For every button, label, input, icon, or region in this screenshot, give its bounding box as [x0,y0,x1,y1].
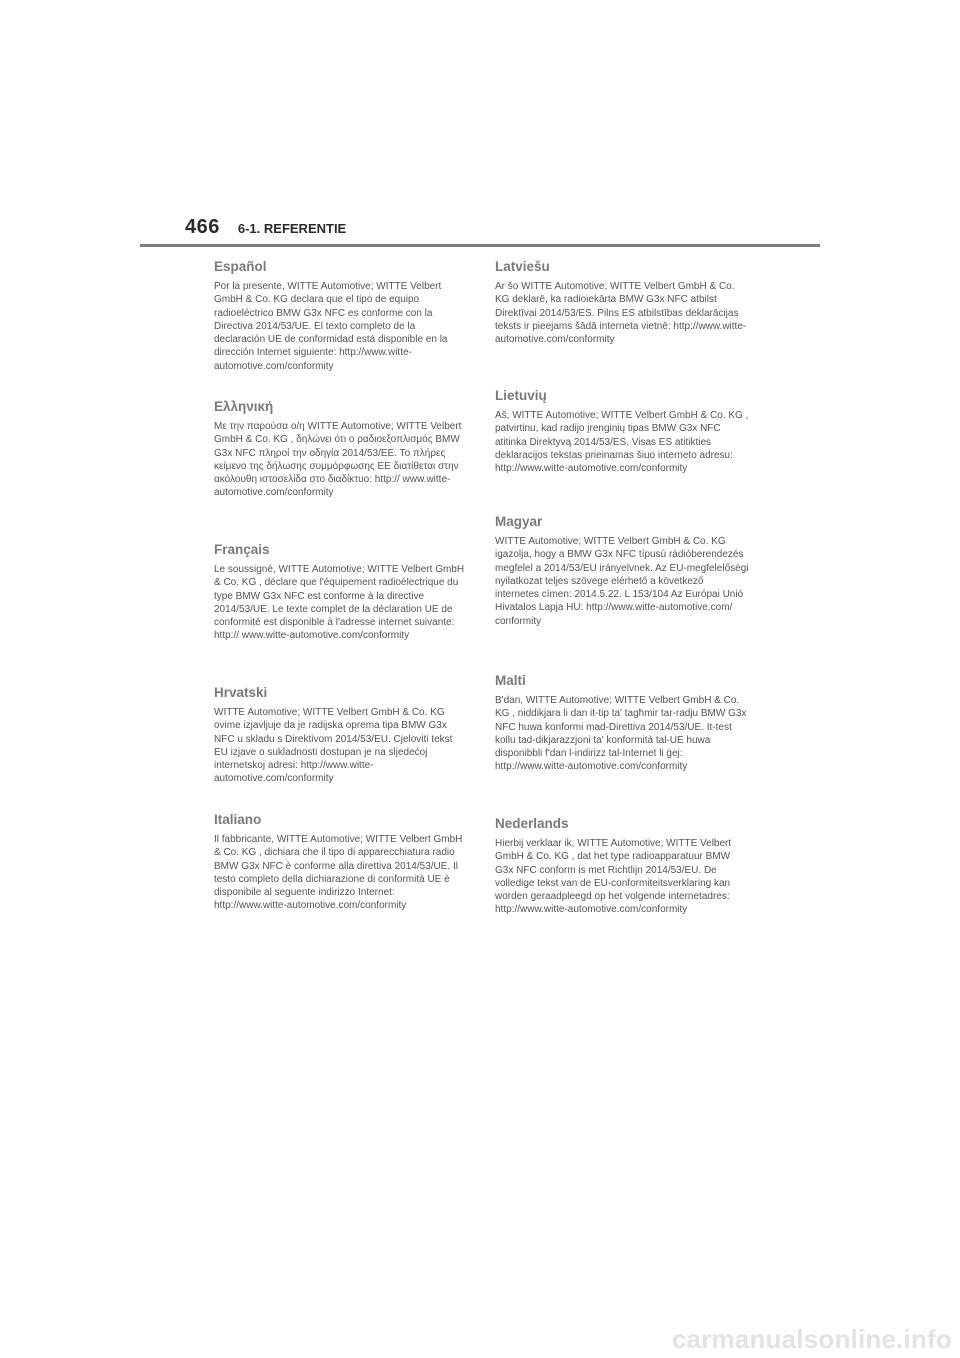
language-title: Malti [495,673,526,688]
language-text: WITTE Automotive; WITTE Velbert GmbH & Co. KG ovime izjavljuje da je radijska oprema tipa BMW G3x NFC u skladu s Direktivom 2014/53/EU. Cjeloviti tekst EU izjave o sukladnosti dostupan je na sljedećoj internetskoj adresi: http://www.witte-automotive.com/conformity [214,707,453,785]
language-text: Ar šo WITTE Automotive; WITTE Velbert GmbH & Co. KG deklarē, ka radioiekārta BMW G3x NFC atbilst Direktīvai 2014/53/ES. Pilns ES atbilstības deklarācijas teksts ir pieejams šādā interneta vietnē: http://www.witte-automotive.com/conformity [495,281,747,346]
right-column [495,258,749,917]
language-title: Ελληνική [214,399,274,414]
page-header [185,216,346,244]
language-title: Lietuvių [495,388,547,403]
page-number: 466 [185,216,220,238]
language-text: WITTE Automotive; WITTE Velbert GmbH & Co. KG igazolja, hogy a BMW G3x NFC típusú rádióberendezés megfelel a 2014/53/EU irányelvnek. Az EU-megfelelőségi nyilatkozat teljes szövege elérhető a következő internetes címen: 2014.5.22. L 153/104 Az Európai Unió Hivatalos Lapja HU: http://www.witte-automotive.com/ conformity [495,536,749,627]
language-block-lv [495,258,749,387]
language-title: Nederlands [495,816,569,831]
language-text: Por la presente, WITTE Automotive; WITTE Velbert GmbH & Co. KG declara que el tipo de equipo radioeléctrico BMW G3x NFC es conforme con la Directiva 2014/53/UE. El texto completo de la declaración UE de conformidad está disponible en la dirección Internet siguiente: http://www.witte-automotive.com/conformity [214,281,448,372]
watermark-text: carmanualsonline.info [671,1324,952,1354]
language-block-hr [214,684,468,811]
language-text: Aš, WITTE Automotive; WITTE Velbert GmbH & Co. KG , patvirtinu, kad radijo įrenginių tipas BMW G3x NFC atitinka Direktyvą 2014/53/ES. Visas ES atitikties deklaracijos tekstas prieinamas šiuo interneto adresu: http://www.witte-automotive.com/conformity [495,410,749,475]
language-text: B'dan, WITTE Automotive; WITTE Velbert GmbH & Co. KG , niddikjara li dan it-tip ta' tagħmir tar-radju BMW G3x NFC huwa konformi mad-Direttiva 2014/53/UE. It-test kollu tad-dikjarazzjoni ta' konformità tal-UE huwa disponibbli f'dan l-indirizz tal-Internet li ġej: http://www.witte-automotive.com/conformity [495,695,747,773]
language-title: Français [214,542,270,557]
language-text: Hierbij verklaar ik, WITTE Automotive; WITTE Velbert GmbH & Co. KG , dat het type radioapparatuur BMW G3x NFC conform is met Richtlijn 2014/53/EU. De volledige tekst van de EU-conformiteitsverklaring kan worden geraadpleegd op het volgende internetadres: http://www.witte-automotive.com/conformity [495,838,732,916]
language-block-es [214,258,468,398]
language-block-hu [495,513,749,672]
language-block-el [214,398,468,541]
language-title: Magyar [495,514,543,529]
language-text: Με την παρούσα ο/η WITTE Automotive; WITTE Velbert GmbH & Co. KG , δηλώνει ότι ο ραδιοεξοπλισμός BMW G3x NFC πληροί την οδηγία 2014/53/ΕΕ. Το πλήρες κείμενο της δήλωσης συμμόρφωσης ΕΕ διατίθεται στην ακόλουθη ιστοσελίδα στο διαδίκτυο: http:// www.witte-automotive.com/conformity [214,421,462,499]
language-text: Il fabbricante, WITTE Automotive; WITTE Velbert GmbH & Co. KG , dichiara che il tipo di apparecchiatura radio BMW G3x NFC è conforme alla direttiva 2014/53/UE. Il testo completo della dichiarazione di conformità UE è disponibile al seguente indirizzo Internet: http://www.witte-automotive.com/conformity [214,834,463,912]
language-text: Le soussigné, WITTE Automotive; WITTE Velbert GmbH & Co. KG , déclare que l'équipement radioélectrique du type BMW G3x NFC est conforme à la directive 2014/53/UE. Le texte complet de la déclaration UE de conformité est disponible à l'adresse internet suivante: http:// www.witte-automotive.com/conformity [214,564,465,642]
language-block-lt [495,387,749,513]
language-block-mt [495,672,749,815]
language-block-nl [495,815,749,917]
language-title: Latviešu [495,259,550,274]
language-title: Italiano [214,812,262,827]
language-block-it [214,811,468,913]
section-title: 6-1. REFERENTIE [237,221,347,236]
left-column [214,258,468,913]
language-title: Español [214,259,267,274]
language-block-fr [214,541,468,684]
header-divider [140,244,820,247]
language-title: Hrvatski [214,685,268,700]
